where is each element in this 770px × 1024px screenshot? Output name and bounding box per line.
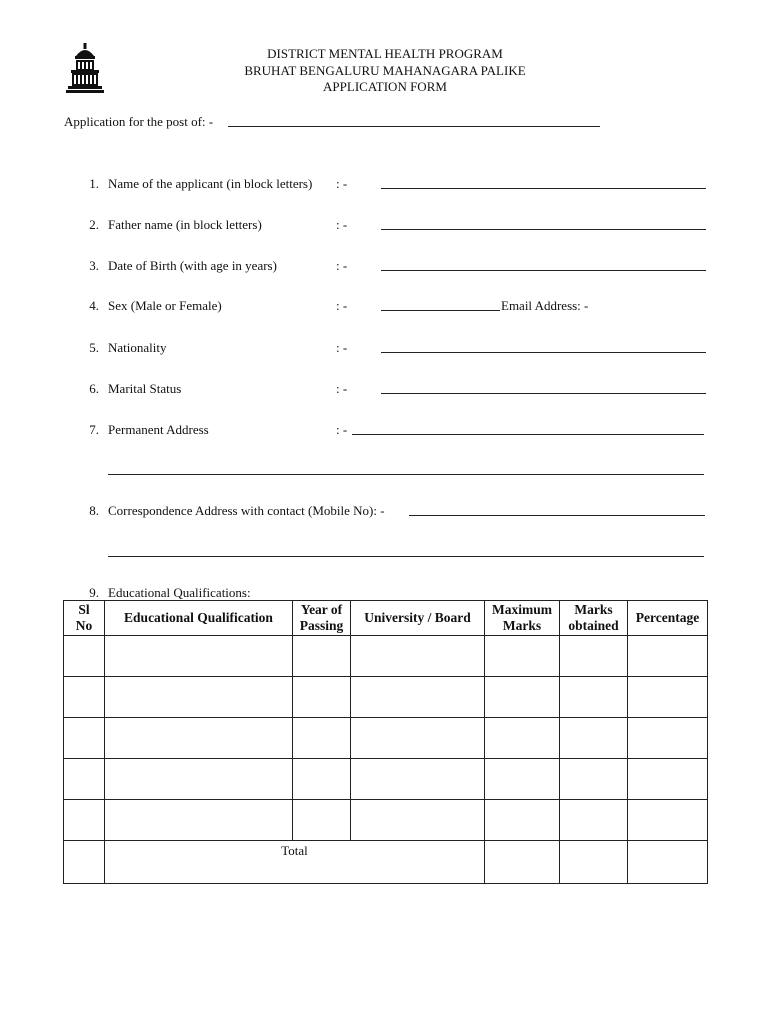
field-label: Father name (in block letters) (108, 217, 262, 232)
field-number: 9. (89, 585, 99, 600)
table-cell[interactable] (351, 759, 485, 800)
post-label: Application for the post of: - (64, 114, 214, 129)
field-colon: : - (336, 217, 348, 232)
table-cell[interactable] (64, 677, 105, 718)
permanent-address-line-2[interactable] (108, 474, 704, 475)
table-cell (64, 841, 105, 884)
table-cell[interactable] (560, 759, 628, 800)
field-colon: : - (336, 340, 348, 355)
correspondence-address-line-2[interactable] (108, 556, 704, 557)
header-university-board: University / Board (351, 601, 485, 636)
post-input-line[interactable] (228, 126, 600, 127)
table-cell[interactable] (351, 636, 485, 677)
table-row (64, 759, 708, 800)
total-maximum-marks-cell[interactable] (485, 841, 560, 884)
header-educational-qualification: Educational Qualification (105, 601, 293, 636)
header-maximum-marks: Maximum Marks (485, 601, 560, 636)
table-row (64, 636, 708, 677)
field-colon: : - (336, 298, 348, 313)
field-label: Name of the applicant (in block letters) (108, 176, 313, 191)
table-cell[interactable] (293, 759, 351, 800)
table-cell[interactable] (293, 800, 351, 841)
field-label: Marital Status (108, 381, 182, 396)
qualifications-table (63, 600, 708, 884)
table-row (64, 800, 708, 841)
field-number: 6. (89, 381, 99, 396)
table-cell[interactable] (105, 677, 293, 718)
table-cell[interactable] (351, 800, 485, 841)
field-colon: : - (336, 258, 348, 273)
form-header (0, 46, 770, 96)
total-marks-obtained-cell[interactable] (560, 841, 628, 884)
table-cell[interactable] (628, 718, 708, 759)
field-number: 8. (89, 503, 99, 518)
marital-status-line[interactable] (381, 393, 706, 394)
table-header-row (64, 601, 708, 636)
father-name-line[interactable] (381, 229, 706, 230)
field-colon: : - (336, 176, 348, 191)
permanent-address-line-1[interactable] (352, 434, 704, 435)
table-cell[interactable] (485, 636, 560, 677)
field-number: 1. (89, 176, 99, 191)
table-cell[interactable] (293, 718, 351, 759)
field-number: 4. (89, 298, 99, 313)
field-label: Date of Birth (with age in years) (108, 258, 277, 273)
table-cell[interactable] (64, 636, 105, 677)
table-cell[interactable] (351, 677, 485, 718)
correspondence-address-line-1[interactable] (409, 515, 705, 516)
table-cell[interactable] (560, 800, 628, 841)
nationality-line[interactable] (381, 352, 706, 353)
header-year-of-passing: Year of Passing (293, 601, 351, 636)
table-cell[interactable] (485, 677, 560, 718)
field-label: Sex (Male or Female) (108, 298, 222, 313)
field-label: Correspondence Address with contact (Mobile No): - (108, 503, 385, 518)
field-label: Nationality (108, 340, 167, 355)
table-cell[interactable] (105, 718, 293, 759)
header-sl-no: Sl No (64, 601, 105, 636)
table-cell[interactable] (105, 759, 293, 800)
field-label: Permanent Address (108, 422, 209, 437)
table-cell[interactable] (64, 718, 105, 759)
table-row (64, 718, 708, 759)
field-number: 5. (89, 340, 99, 355)
table-row (64, 677, 708, 718)
field-label: Educational Qualifications: (108, 585, 251, 600)
table-cell[interactable] (560, 636, 628, 677)
table-cell[interactable] (485, 800, 560, 841)
organization-name: BRUHAT BENGALURU MAHANAGARA PALIKE (244, 62, 526, 78)
table-cell[interactable] (485, 718, 560, 759)
table-cell[interactable] (485, 759, 560, 800)
field-number: 3. (89, 258, 99, 273)
total-percentage-cell[interactable] (628, 841, 708, 884)
table-cell[interactable] (628, 677, 708, 718)
post-applied-row (64, 114, 213, 130)
date-of-birth-line[interactable] (381, 270, 706, 271)
field-colon: : - (336, 381, 348, 396)
table-cell[interactable] (293, 677, 351, 718)
header-percentage: Percentage (628, 601, 708, 636)
sex-line[interactable] (381, 310, 500, 311)
table-cell[interactable] (293, 636, 351, 677)
table-total-row (64, 841, 708, 884)
table-cell[interactable] (64, 759, 105, 800)
table-cell[interactable] (105, 636, 293, 677)
total-label: Total (105, 841, 485, 884)
applicant-name-line[interactable] (381, 188, 706, 189)
table-cell[interactable] (560, 677, 628, 718)
header-marks-obtained: Marks obtained (560, 601, 628, 636)
form-title: APPLICATION FORM (323, 79, 447, 94)
table-cell[interactable] (105, 800, 293, 841)
field-number: 7. (89, 422, 99, 437)
table-cell[interactable] (64, 800, 105, 841)
table-cell[interactable] (628, 759, 708, 800)
field-number: 2. (89, 217, 99, 232)
field-colon: : - (336, 422, 348, 437)
table-cell[interactable] (560, 718, 628, 759)
program-title: DISTRICT MENTAL HEALTH PROGRAM (267, 46, 503, 61)
email-label: Email Address: - (501, 298, 589, 313)
table-cell[interactable] (628, 800, 708, 841)
table-cell[interactable] (628, 636, 708, 677)
table-cell[interactable] (351, 718, 485, 759)
